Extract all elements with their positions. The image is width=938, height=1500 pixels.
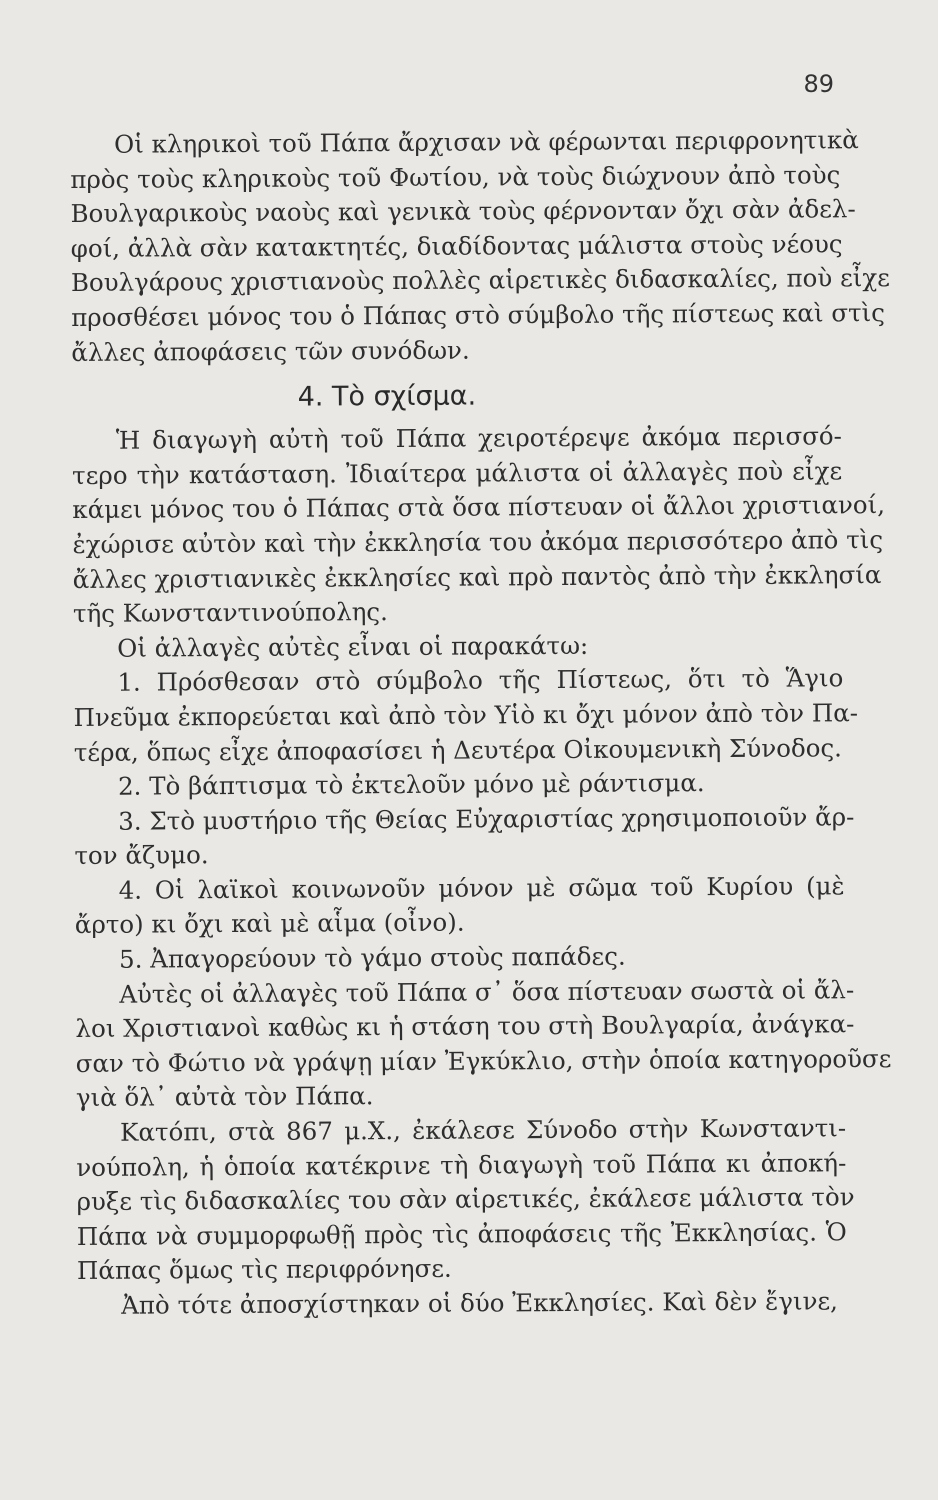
paragraph [76,1111,855,1289]
paragraph [70,123,890,370]
text-line: Βουλγαρικοὺς ναοὺς καὶ γενικὰ τοὺς φέρνονταν ὄχι σὰν ἀδελ- [70,194,856,229]
text-line: φοί, ἀλλὰ σὰν κατακτητές, διαδίδοντας μάλιστα στοὺς νέους [70,229,843,263]
text-line: σαν τὸ Φώτιο νὰ γράψῃ μίαν Ἐγκύκλιο, στὴν ὁποία κατηγοροῦσε [75,1043,892,1078]
list-item [75,938,845,977]
text-line: Οἱ ἀλλαγὲς αὐτὲς εἶναι οἱ παρακάτω: [117,630,589,663]
text-line: ἄλλες χριστιανικὲς ἐκκλησίες καὶ πρὸ παντὸς ἀπὸ τὴν ἐκκλησία [72,559,882,594]
paragraph [73,627,843,666]
text-line: Κατόπι, στὰ 867 μ.Χ., ἐκάλεσε Σύνοδο στὴν Κωνσταντι- [120,1113,847,1147]
list-item [73,662,859,770]
text-line: πρὸς τοὺς κληρικοὺς τοῦ Φωτίου, νὰ τοὺς διώχνουν ἀπὸ τοὺς [70,159,841,194]
list-item [75,869,845,943]
text-line: κάμει μόνος του ὁ Πάπας στὰ ὅσα πίστευαν οἱ ἄλλοι χριστιανοί, [72,490,886,525]
section-heading: 4. Τὸ σχίσμα. [297,380,477,413]
text-line: Πάπας ὅμως τὶς περιφρόνησε. [76,1254,452,1286]
text-line: Ἀπὸ τότε ἀποσχίστηκαν οἱ δύο Ἐκκλησίες. Καὶ δὲν ἔγινε, [121,1286,838,1320]
text-line: ρυξε τὶς διδασκαλίες του σὰν αἱρετικές, ἐκάλεσε μάλιστα τὸν [76,1182,855,1217]
text-line: 1. Πρόσθεσαν στὸ σύμβολο τῆς Πίστεως, ὅτι τὸ Ἅγιο [117,663,844,698]
text-line: Αὐτὲς οἱ ἀλλαγὲς τοῦ Πάπα σ᾿ ὅσα πίστευαν σωστὰ οἱ ἄλ- [119,974,855,1009]
text-line: τον ἄζυμο. [74,840,209,871]
paragraph [72,419,886,631]
paragraph [77,1284,847,1323]
text-line: 2. Τὸ βάπτισμα τὸ ἐκτελοῦν μόνο μὲ ράντισμα. [117,768,705,801]
text-line: τερο τὴν κατάσταση. Ἰδιαίτερα μάλιστα οἱ ἀλλαγὲς ποὺ εἶχε [72,456,843,490]
text-line: Βουλγάρους χριστιανοὺς πολλὲς αἱρετικὲς διδασκαλίες, ποὺ εἶχε [70,263,890,298]
text-line: νούπολη, ἡ ὁποία κατέκρινε τὴ διαγωγὴ τοῦ Πάπα κι ἀποκή- [76,1147,847,1182]
text-line: γιὰ ὅλ᾿ αὐτὰ τὸν Πάπα. [75,1081,374,1113]
text-line: ἐχώρισε αὐτὸν καὶ τὴν ἐκκλησία του ἀκόμα περισσότερο ἀπὸ τὶς [72,524,884,559]
text-line: 3. Στὸ μυστήριο τῆς Θείας Εὐχαριστίας χρησιμοποιοῦν ἄρ- [118,801,855,836]
text-line: Οἱ κληρικοὶ τοῦ Πάπα ἄρχισαν νὰ φέρωνται περιφρονητικὰ [114,125,859,159]
list-item [74,765,844,804]
text-line: προσθέσει μόνος του ὁ Πάπας στὸ σύμβολο τῆς πίστεως καὶ στὶς [71,297,885,332]
text-line: 5. Ἀπαγορεύουν τὸ γάμο στοὺς παπάδες. [118,941,626,974]
text-line: Πνεῦμα ἐκπορεύεται καὶ ἀπὸ τὸν Υἱὸ κι ὄχι μόνον ἀπὸ τὸν Πα- [73,698,859,732]
list-item [74,800,855,874]
text-line: τέρα, ὅπως εἶχε ἀποφασίσει ἡ Δευτέρα Οἰκουμενικὴ Σύνοδος. [73,732,843,767]
paragraph [75,973,892,1116]
page-number: 89 [803,70,834,98]
text-line: λοι Χριστιανοὶ καθὼς κι ἡ στάση του στὴ Βουλγαρία, ἀνάγκα- [75,1009,855,1044]
text-line: τῆς Κωνσταντινούπολης. [72,597,388,629]
text-line: 4. Οἱ λαϊκοὶ κοινωνοῦν μόνον μὲ σῶμα τοῦ Κυρίου (μὲ [118,871,845,905]
text-line: ἄλλες ἀποφάσεις τῶν συνόδων. [71,335,470,367]
page-body [70,123,892,1323]
text-line: Ἡ διαγωγὴ αὐτὴ τοῦ Πάπα χειροτέρεψε ἀκόμα περισσό- [115,421,842,455]
text-line: ἄρτο) κι ὄχι καὶ μὲ αἷμα (οἶνο). [74,908,465,940]
text-line: Πάπα νὰ συμμορφωθῇ πρὸς τὶς ἀποφάσεις τῆς Ἐκκλησίας. Ὁ [76,1217,847,1251]
